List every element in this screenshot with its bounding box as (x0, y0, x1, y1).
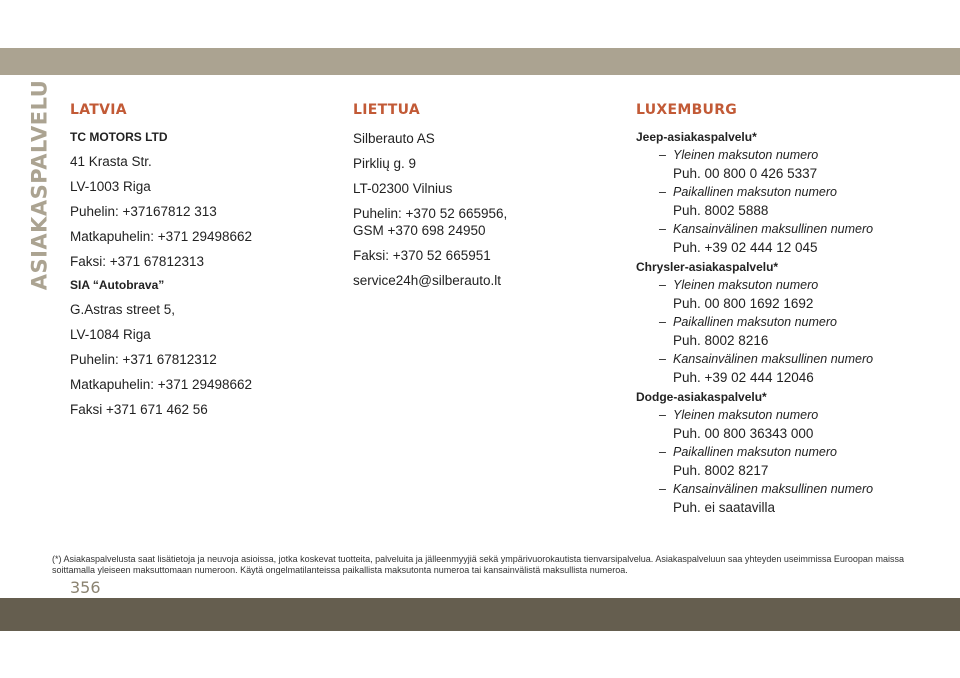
company-name: TC MOTORS LTD (70, 130, 168, 144)
number-type-label (636, 277, 936, 294)
email-line: service24h@silberauto.lt (353, 273, 502, 288)
dash-marker: – (659, 352, 666, 366)
latvia-heading: LATVIA (70, 102, 127, 118)
lithuania-column (353, 100, 615, 297)
company-name: SIA “Autobrava” (70, 278, 165, 292)
phone-line: Puhelin: +371 67812312 (70, 352, 217, 367)
number-type-text: Yleinen maksuton numero (673, 408, 819, 422)
mobile-line: Matkapuhelin: +371 29498662 (70, 229, 253, 244)
service-group-title: Chrysler-asiakaspalvelu* (636, 260, 779, 274)
number-type-text: Paikallinen maksuton numero (673, 445, 837, 459)
phone-number: Puh. ei saatavilla (673, 500, 776, 515)
address-line: 41 Krasta Str. (70, 154, 152, 169)
top-color-band (0, 48, 960, 75)
address-line: LT-02300 Vilnius (353, 181, 453, 196)
fax-line: Faksi: +370 52 665951 (353, 248, 491, 263)
dash-marker: – (659, 222, 666, 236)
phone-number: Puh. 00 800 0 426 5337 (673, 166, 818, 181)
number-type-label (636, 351, 936, 368)
service-group-dodge (636, 390, 936, 517)
number-type-text: Yleinen maksuton numero (673, 148, 819, 162)
lithuania-heading: LIETTUA (353, 102, 420, 118)
gsm-line: GSM +370 698 24950 (353, 223, 486, 238)
fax-line: Faksi +371 671 462 56 (70, 402, 208, 417)
number-type-label (636, 314, 936, 331)
side-section-title-text: ASIAKASPALVELU (27, 79, 51, 291)
dash-marker: – (659, 445, 666, 459)
dash-marker: – (659, 315, 666, 329)
number-type-label (636, 184, 936, 201)
number-type-text: Kansainvälinen maksullinen numero (673, 352, 874, 366)
number-type-text: Paikallinen maksuton numero (673, 185, 837, 199)
phone-line: Puhelin: +370 52 665956, (353, 206, 508, 221)
mobile-line: Matkapuhelin: +371 29498662 (70, 377, 253, 392)
number-type-label (636, 444, 936, 461)
luxembourg-heading: LUXEMBURG (636, 102, 738, 118)
address-line: G.Astras street 5, (70, 302, 176, 317)
page-number: 356 (70, 578, 101, 597)
number-type-label (636, 407, 936, 424)
fax-line: Faksi: +371 67812313 (70, 254, 204, 269)
phone-number: Puh. +39 02 444 12 045 (673, 240, 818, 255)
bottom-color-band (0, 598, 960, 631)
luxembourg-column (636, 100, 936, 520)
latvia-column (70, 100, 332, 426)
phone-number: Puh. 8002 8217 (673, 463, 769, 478)
dash-marker: – (659, 482, 666, 496)
dash-marker: – (659, 408, 666, 422)
company-name: Silberauto AS (353, 131, 435, 146)
phone-number: Puh. 00 800 1692 1692 (673, 296, 814, 311)
number-type-label (636, 147, 936, 164)
dash-marker: – (659, 278, 666, 292)
address-line: Pirklių g. 9 (353, 156, 417, 171)
address-line: LV-1003 Riga (70, 179, 151, 194)
number-type-text: Kansainvälinen maksullinen numero (673, 482, 874, 496)
service-group-title: Jeep-asiakaspalvelu* (636, 130, 757, 144)
footnote: (*) Asiakaspalvelusta saat lisätietoja ja neuvoja asioissa, jotka koskevat tuotteita, palveluita ja jälleenmyyjiä sekä ympärivuorokautista tienvarsipalvelua. Asiakaspalveluun saa yhteyden useimmissa Euroopan maissa soittamalla yleiseen maksuttomaan numeroon. Käytä ongelmatilanteissa paikallista maksutonta numeroa tai kansainvälistä maksullista numeroa. (52, 554, 904, 575)
side-section-title (27, 79, 51, 291)
dash-marker: – (659, 185, 666, 199)
dash-marker: – (659, 148, 666, 162)
service-group-jeep (636, 130, 936, 257)
phone-number: Puh. 8002 5888 (673, 203, 769, 218)
phone-number: Puh. 00 800 36343 000 (673, 426, 814, 441)
service-group-title: Dodge-asiakaspalvelu* (636, 390, 767, 404)
address-line: LV-1084 Riga (70, 327, 151, 342)
number-type-text: Kansainvälinen maksullinen numero (673, 222, 874, 236)
number-type-text: Paikallinen maksuton numero (673, 315, 837, 329)
service-group-chrysler (636, 260, 936, 387)
phone-number: Puh. +39 02 444 12046 (673, 370, 814, 385)
phone-number: Puh. 8002 8216 (673, 333, 769, 348)
number-type-text: Yleinen maksuton numero (673, 278, 819, 292)
number-type-label (636, 481, 936, 498)
number-type-label (636, 221, 936, 238)
phone-line: Puhelin: +37167812 313 (70, 204, 217, 219)
